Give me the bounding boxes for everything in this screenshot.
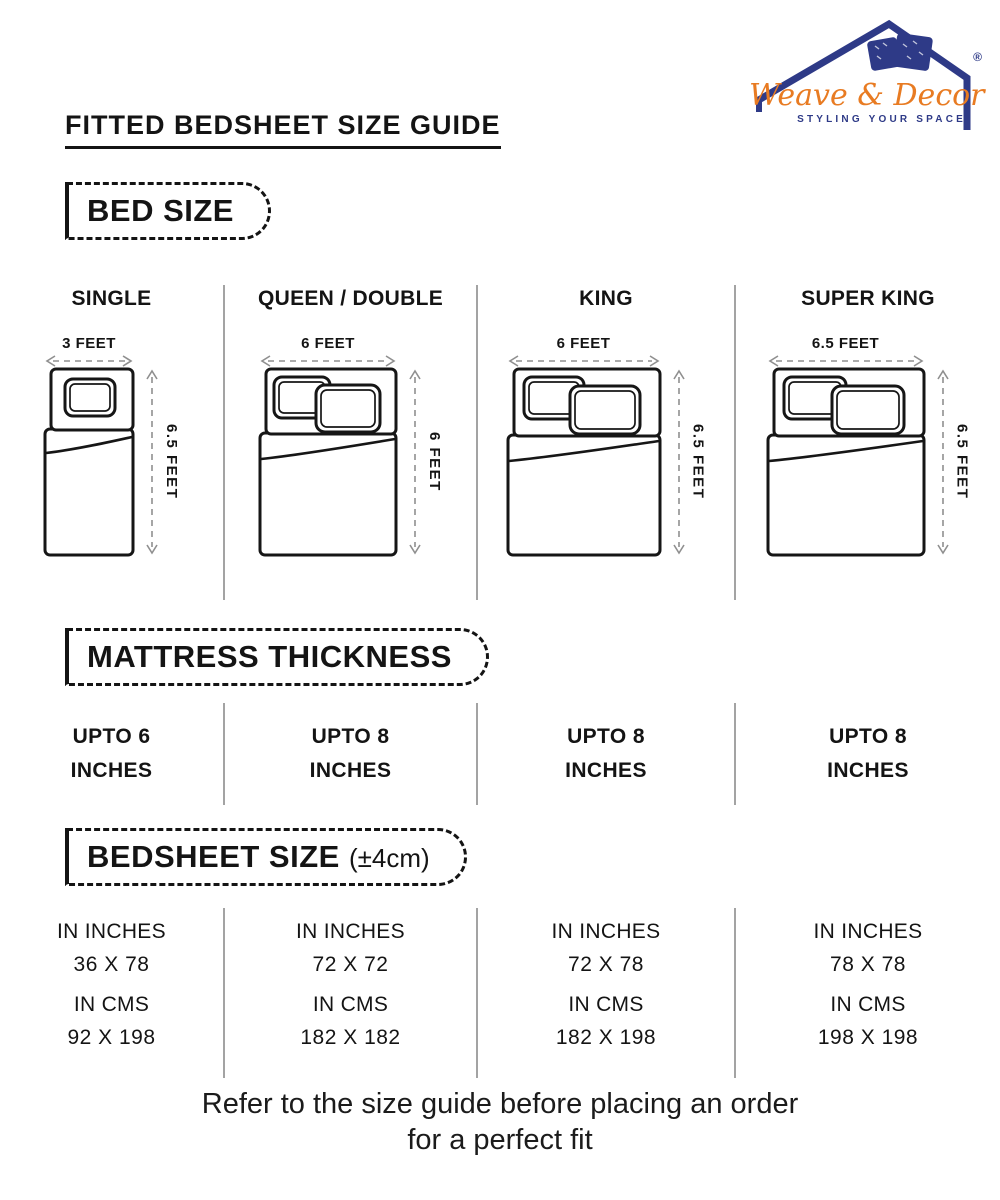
pillow-icon (65, 379, 115, 416)
bed-diagram (43, 367, 135, 557)
pillows-icon (867, 33, 934, 72)
width-arrow-icon (506, 355, 662, 367)
bedsheet-inches-value: 72 X 72 (312, 953, 389, 976)
bedsheet-cell-super-king (734, 908, 1000, 1078)
mattress-thickness-value: UPTO 8 INCHES (565, 725, 647, 782)
footer-line-1: Refer to the size guide before placing an order (201, 1088, 799, 1120)
pillow-icon (316, 385, 380, 432)
bedsheet-tolerance: (±4cm) (348, 843, 430, 873)
pillow-icon (832, 386, 904, 434)
page-title: FITTED BEDSHEET SIZE GUIDE (65, 110, 501, 149)
bedsheet-cms-label: IN CMS (568, 993, 644, 1016)
bedsheet-size-grid (0, 908, 1000, 1078)
bed-diagram (506, 367, 662, 557)
width-dimension-label: 6 FEET (301, 335, 355, 352)
mattress-thickness-value: UPTO 8 INCHES (309, 725, 392, 782)
bed-name: SINGLE (71, 287, 152, 310)
bed-figure (736, 335, 1000, 557)
bed-column-king (476, 285, 734, 600)
mattress-cell-super-king (734, 703, 1000, 805)
section-header-bedsheet-size (65, 828, 467, 886)
height-dimension-label: 6.5 FEET (689, 424, 707, 500)
bedsheet-size-label: BEDSHEET SIZE (87, 839, 340, 874)
bedsheet-cms-label: IN CMS (312, 993, 389, 1016)
bed-column-super-king (734, 285, 1000, 600)
bedsheet-inches-value: 78 X 78 (830, 953, 906, 976)
width-arrow-icon (43, 355, 135, 367)
bedsheet-cell-queen-double (223, 908, 476, 1078)
bed-size-grid (0, 285, 1000, 600)
bedsheet-cms-label: IN CMS (830, 993, 906, 1016)
bedsheet-inches-label: IN INCHES (296, 920, 405, 943)
width-dimension-label: 6.5 FEET (811, 335, 880, 352)
width-dimension-label: 6 FEET (556, 335, 611, 352)
height-arrow-icon (934, 367, 952, 557)
bedsheet-cell-king (476, 908, 734, 1078)
bed-diagram (766, 367, 926, 557)
bedsheet-cell-single (0, 908, 223, 1078)
registered-mark-icon: ® (973, 50, 982, 64)
height-arrow-icon (406, 367, 424, 557)
bedsheet-cms-value: 182 X 182 (300, 1026, 401, 1049)
pillow-icon (570, 386, 640, 434)
bed-diagram (258, 367, 398, 557)
section-header-mattress-thickness (65, 628, 489, 686)
bed-name: SUPER KING (801, 287, 935, 310)
footer-line-2: for a perfect fit (407, 1124, 593, 1157)
brand-tagline: STYLING YOUR SPACE (797, 114, 966, 125)
section-header-bed-size (65, 182, 271, 240)
bed-figure (478, 335, 734, 557)
bed-column-single (0, 285, 223, 600)
bed-figure (225, 335, 476, 557)
height-dimension-label: 6.5 FEET (953, 424, 971, 500)
mattress-cell-king (476, 703, 734, 805)
height-dimension-label: 6 FEET (426, 432, 443, 492)
bedsheet-cms-value: 198 X 198 (817, 1026, 919, 1049)
mattress-thickness-label: MATTRESS THICKNESS (87, 639, 452, 674)
mattress-thickness-value: UPTO 6 INCHES (70, 725, 153, 782)
mattress-cell-single (0, 703, 223, 805)
height-arrow-icon (143, 367, 161, 557)
height-arrow-icon (670, 367, 688, 557)
bed-name: QUEEN / DOUBLE (257, 287, 444, 310)
bed-column-queen-double (223, 285, 476, 600)
bedsheet-cms-value: 182 X 198 (555, 1026, 657, 1049)
footer-note (0, 1086, 1000, 1159)
bedsheet-inches-value: 72 X 78 (568, 953, 644, 976)
bedsheet-cms-value: 92 X 198 (67, 1026, 156, 1049)
bed-figure (0, 335, 223, 557)
bedsheet-cms-label: IN CMS (73, 993, 150, 1016)
mattress-thickness-grid (0, 703, 1000, 805)
mattress-thickness-value: UPTO 8 INCHES (827, 725, 909, 782)
width-dimension-label: 3 FEET (62, 335, 116, 352)
brand-name: Weave & Decor (749, 78, 985, 113)
width-arrow-icon (766, 355, 926, 367)
mattress-cell-queen-double (223, 703, 476, 805)
bedsheet-inches-label: IN INCHES (551, 920, 661, 943)
bedsheet-inches-value: 36 X 78 (73, 953, 150, 976)
bedsheet-inches-label: IN INCHES (813, 920, 923, 943)
bed-name: KING (579, 287, 633, 310)
brand-logo (749, 12, 984, 134)
width-arrow-icon (258, 355, 398, 367)
height-dimension-label: 6.5 FEET (163, 424, 180, 500)
bedsheet-inches-label: IN INCHES (57, 920, 166, 943)
bed-size-label: BED SIZE (87, 193, 234, 228)
